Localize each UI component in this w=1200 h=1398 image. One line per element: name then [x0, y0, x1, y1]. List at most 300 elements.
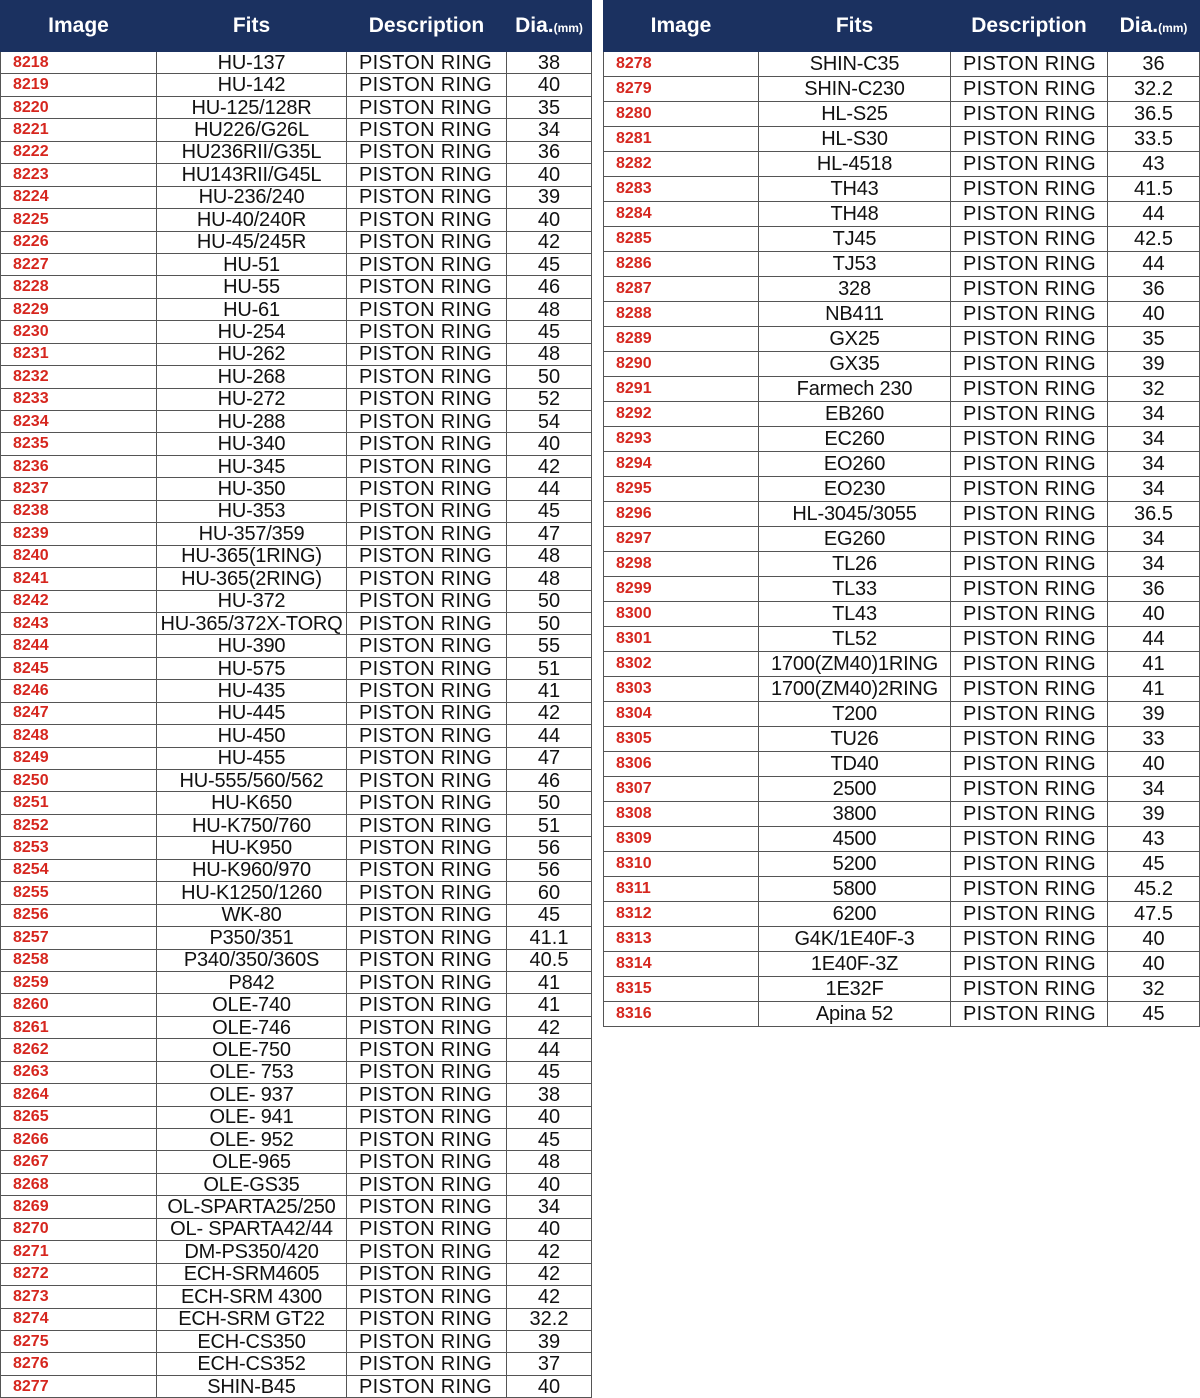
- description: PISTON RING: [347, 52, 507, 74]
- part-code: 8304: [604, 702, 759, 727]
- description: PISTON RING: [347, 680, 507, 702]
- table-row: [1, 276, 592, 298]
- fits-model: GX35: [759, 352, 951, 377]
- part-code: 8274: [1, 1308, 157, 1330]
- table-row: [1, 455, 592, 477]
- diameter: 38: [507, 52, 592, 74]
- part-code: 8286: [604, 252, 759, 277]
- description: PISTON RING: [951, 102, 1108, 127]
- diameter: 42.5: [1108, 227, 1200, 252]
- header-image: Image: [604, 1, 759, 52]
- fits-model: HU-390: [157, 635, 347, 657]
- part-code: 8295: [604, 477, 759, 502]
- diameter: 32.2: [1108, 77, 1200, 102]
- fits-model: OLE- 753: [157, 1061, 347, 1083]
- table-row: [1, 590, 592, 612]
- part-code: 8306: [604, 752, 759, 777]
- part-code: 8246: [1, 680, 157, 702]
- part-code: 8293: [604, 427, 759, 452]
- description: PISTON RING: [347, 612, 507, 634]
- fits-model: HU-262: [157, 343, 347, 365]
- diameter: 48: [507, 343, 592, 365]
- table-row: [604, 152, 1200, 177]
- table-row: [604, 252, 1200, 277]
- fits-model: EO230: [759, 477, 951, 502]
- table-row: [604, 652, 1200, 677]
- part-code: 8245: [1, 657, 157, 679]
- description: PISTON RING: [951, 402, 1108, 427]
- fits-model: P340/350/360S: [157, 949, 347, 971]
- description: PISTON RING: [951, 527, 1108, 552]
- part-code: 8238: [1, 500, 157, 522]
- diameter: 35: [507, 96, 592, 118]
- description: PISTON RING: [347, 455, 507, 477]
- part-code: 8223: [1, 164, 157, 186]
- fits-model: ECH-SRM GT22: [157, 1308, 347, 1330]
- table-row: [1, 680, 592, 702]
- table-row: [604, 952, 1200, 977]
- diameter: 44: [507, 478, 592, 500]
- diameter: 44: [1108, 252, 1200, 277]
- description: PISTON RING: [347, 1129, 507, 1151]
- diameter: 42: [507, 1241, 592, 1263]
- fits-model: HL-4518: [759, 152, 951, 177]
- diameter: 46: [507, 770, 592, 792]
- table-row: [604, 177, 1200, 202]
- fits-model: G4K/1E40F-3: [759, 927, 951, 952]
- diameter: 42: [507, 1016, 592, 1038]
- table-row: [1, 433, 592, 455]
- table-row: [1, 119, 592, 141]
- diameter: 45: [1108, 1002, 1200, 1027]
- fits-model: HU-340: [157, 433, 347, 455]
- table-row: [1, 635, 592, 657]
- diameter: 52: [507, 388, 592, 410]
- table-row: [604, 327, 1200, 352]
- diameter: 40: [1108, 602, 1200, 627]
- diameter: 45: [507, 1129, 592, 1151]
- diameter: 41: [1108, 677, 1200, 702]
- diameter: 34: [1108, 477, 1200, 502]
- fits-model: HL-3045/3055: [759, 502, 951, 527]
- diameter: 32.2: [507, 1308, 592, 1330]
- table-row: [1, 702, 592, 724]
- fits-model: HU-365(2RING): [157, 568, 347, 590]
- part-code: 8281: [604, 127, 759, 152]
- fits-model: HU-55: [157, 276, 347, 298]
- part-code: 8264: [1, 1084, 157, 1106]
- diameter: 32: [1108, 977, 1200, 1002]
- part-code: 8269: [1, 1196, 157, 1218]
- table-row: [604, 552, 1200, 577]
- part-code: 8298: [604, 552, 759, 577]
- table-row: [604, 302, 1200, 327]
- part-code: 8252: [1, 814, 157, 836]
- description: PISTON RING: [347, 971, 507, 993]
- diameter: 33.5: [1108, 127, 1200, 152]
- diameter: 40: [1108, 927, 1200, 952]
- table-header-row: [604, 1, 1200, 52]
- table-row: [1, 927, 592, 949]
- diameter: 40: [507, 1106, 592, 1128]
- table-row: [604, 902, 1200, 927]
- table-row: [1, 837, 592, 859]
- part-code: 8235: [1, 433, 157, 455]
- diameter: 47: [507, 523, 592, 545]
- description: PISTON RING: [347, 321, 507, 343]
- description: PISTON RING: [347, 1353, 507, 1375]
- part-code: 8285: [604, 227, 759, 252]
- part-code: 8289: [604, 327, 759, 352]
- description: PISTON RING: [951, 752, 1108, 777]
- description: PISTON RING: [347, 209, 507, 231]
- description: PISTON RING: [347, 1196, 507, 1218]
- diameter: 36: [1108, 577, 1200, 602]
- description: PISTON RING: [347, 927, 507, 949]
- part-code: 8241: [1, 568, 157, 590]
- diameter: 42: [507, 231, 592, 253]
- table-row: [604, 477, 1200, 502]
- fits-model: ECH-SRM4605: [157, 1263, 347, 1285]
- fits-model: ECH-CS350: [157, 1330, 347, 1352]
- fits-model: HU-K960/970: [157, 859, 347, 881]
- table-row: [604, 602, 1200, 627]
- part-code: 8283: [604, 177, 759, 202]
- header-dia-unit: (mm): [553, 21, 583, 35]
- description: PISTON RING: [951, 227, 1108, 252]
- diameter: 39: [507, 1330, 592, 1352]
- diameter: 40: [1108, 952, 1200, 977]
- description: PISTON RING: [347, 590, 507, 612]
- description: PISTON RING: [347, 253, 507, 275]
- diameter: 36.5: [1108, 502, 1200, 527]
- description: PISTON RING: [347, 366, 507, 388]
- description: PISTON RING: [951, 502, 1108, 527]
- fits-model: HU-K750/760: [157, 814, 347, 836]
- description: PISTON RING: [347, 298, 507, 320]
- part-code: 8229: [1, 298, 157, 320]
- table-row: [1, 343, 592, 365]
- table-row: [1, 994, 592, 1016]
- table-row: [1, 231, 592, 253]
- description: PISTON RING: [951, 427, 1108, 452]
- fits-model: 5800: [759, 877, 951, 902]
- description: PISTON RING: [951, 252, 1108, 277]
- description: PISTON RING: [951, 127, 1108, 152]
- description: PISTON RING: [951, 777, 1108, 802]
- description: PISTON RING: [347, 1241, 507, 1263]
- description: PISTON RING: [347, 96, 507, 118]
- table-row: [604, 852, 1200, 877]
- description: PISTON RING: [347, 119, 507, 141]
- fits-model: 5200: [759, 852, 951, 877]
- description: PISTON RING: [951, 977, 1108, 1002]
- description: PISTON RING: [951, 377, 1108, 402]
- table-row: [1, 1196, 592, 1218]
- table-row: [1, 770, 592, 792]
- part-code: 8314: [604, 952, 759, 977]
- part-code: 8233: [1, 388, 157, 410]
- table-row: [604, 77, 1200, 102]
- part-code: 8258: [1, 949, 157, 971]
- diameter: 39: [1108, 702, 1200, 727]
- table-row: [1, 523, 592, 545]
- header-dia-unit: (mm): [1158, 21, 1188, 35]
- fits-model: Apina 52: [759, 1002, 951, 1027]
- description: PISTON RING: [347, 1286, 507, 1308]
- part-code: 8305: [604, 727, 759, 752]
- diameter: 40: [507, 209, 592, 231]
- table-row: [604, 827, 1200, 852]
- diameter: 42: [507, 1286, 592, 1308]
- table-row: [1, 253, 592, 275]
- fits-model: EO260: [759, 452, 951, 477]
- table-row: [604, 402, 1200, 427]
- part-code: 8227: [1, 253, 157, 275]
- fits-model: Farmech 230: [759, 377, 951, 402]
- part-code: 8260: [1, 994, 157, 1016]
- diameter: 41.5: [1108, 177, 1200, 202]
- fits-model: 1700(ZM40)2RING: [759, 677, 951, 702]
- fits-model: HU236RII/G35L: [157, 141, 347, 163]
- part-code: 8220: [1, 96, 157, 118]
- fits-model: NB411: [759, 302, 951, 327]
- diameter: 40: [507, 164, 592, 186]
- part-code: 8291: [604, 377, 759, 402]
- fits-model: HU-137: [157, 52, 347, 74]
- description: PISTON RING: [347, 1061, 507, 1083]
- table-row: [1, 747, 592, 769]
- table-row: [1, 545, 592, 567]
- table-row: [1, 1061, 592, 1083]
- description: PISTON RING: [347, 74, 507, 96]
- table-row: [604, 352, 1200, 377]
- description: PISTON RING: [347, 545, 507, 567]
- description: PISTON RING: [347, 231, 507, 253]
- part-code: 8243: [1, 612, 157, 634]
- diameter: 40: [507, 1218, 592, 1240]
- table-row: [604, 452, 1200, 477]
- description: PISTON RING: [347, 1039, 507, 1061]
- description: PISTON RING: [347, 343, 507, 365]
- description: PISTON RING: [347, 433, 507, 455]
- table-row: [604, 727, 1200, 752]
- diameter: 45: [507, 500, 592, 522]
- diameter: 45: [1108, 852, 1200, 877]
- diameter: 41: [507, 994, 592, 1016]
- table-row: [604, 277, 1200, 302]
- description: PISTON RING: [347, 1151, 507, 1173]
- fits-model: EB260: [759, 402, 951, 427]
- fits-model: HU-236/240: [157, 186, 347, 208]
- fits-model: OL-SPARTA25/250: [157, 1196, 347, 1218]
- table-row: [1, 1330, 592, 1352]
- diameter: 45: [507, 321, 592, 343]
- table-row: [1, 1241, 592, 1263]
- diameter: 54: [507, 411, 592, 433]
- description: PISTON RING: [347, 792, 507, 814]
- table-row: [1, 859, 592, 881]
- fits-model: WK-80: [157, 904, 347, 926]
- diameter: 41.1: [507, 927, 592, 949]
- table-row: [1, 321, 592, 343]
- diameter: 33: [1108, 727, 1200, 752]
- part-code: 8315: [604, 977, 759, 1002]
- fits-model: TH43: [759, 177, 951, 202]
- fits-model: 328: [759, 277, 951, 302]
- fits-model: P350/351: [157, 927, 347, 949]
- part-code: 8240: [1, 545, 157, 567]
- description: PISTON RING: [347, 500, 507, 522]
- table-row: [1, 141, 592, 163]
- diameter: 45.2: [1108, 877, 1200, 902]
- part-code: 8244: [1, 635, 157, 657]
- description: PISTON RING: [347, 837, 507, 859]
- fits-model: ECH-SRM 4300: [157, 1286, 347, 1308]
- part-code: 8275: [1, 1330, 157, 1352]
- diameter: 32: [1108, 377, 1200, 402]
- fits-model: HU-268: [157, 366, 347, 388]
- fits-model: TU26: [759, 727, 951, 752]
- part-code: 8296: [604, 502, 759, 527]
- diameter: 40: [507, 433, 592, 455]
- diameter: 37: [507, 1353, 592, 1375]
- header-image: Image: [1, 1, 157, 52]
- diameter: 39: [1108, 802, 1200, 827]
- diameter: 41: [507, 971, 592, 993]
- fits-model: OLE-740: [157, 994, 347, 1016]
- fits-model: SHIN-C35: [759, 52, 951, 77]
- table-row: [1, 478, 592, 500]
- part-code: 8248: [1, 725, 157, 747]
- description: PISTON RING: [951, 677, 1108, 702]
- fits-model: HU-357/359: [157, 523, 347, 545]
- table-row: [604, 702, 1200, 727]
- part-code: 8263: [1, 1061, 157, 1083]
- table-row: [604, 677, 1200, 702]
- diameter: 50: [507, 366, 592, 388]
- diameter: 60: [507, 882, 592, 904]
- fits-model: DM-PS350/420: [157, 1241, 347, 1263]
- table-row: [1, 500, 592, 522]
- diameter: 48: [507, 298, 592, 320]
- table-row: [1, 1173, 592, 1195]
- part-code: 8251: [1, 792, 157, 814]
- description: PISTON RING: [347, 1016, 507, 1038]
- fits-model: HU-51: [157, 253, 347, 275]
- description: PISTON RING: [347, 770, 507, 792]
- description: PISTON RING: [347, 186, 507, 208]
- table-row: [1, 1129, 592, 1151]
- part-code: 8219: [1, 74, 157, 96]
- description: PISTON RING: [951, 202, 1108, 227]
- fits-model: 3800: [759, 802, 951, 827]
- header-description: Description: [951, 1, 1108, 52]
- part-code: 8313: [604, 927, 759, 952]
- part-code: 8218: [1, 52, 157, 74]
- diameter: 34: [1108, 452, 1200, 477]
- table-row: [1, 1151, 592, 1173]
- fits-model: HU-254: [157, 321, 347, 343]
- fits-model: SHIN-B45: [157, 1375, 347, 1397]
- diameter: 35: [1108, 327, 1200, 352]
- diameter: 56: [507, 859, 592, 881]
- diameter: 50: [507, 590, 592, 612]
- fits-model: OLE-746: [157, 1016, 347, 1038]
- table-row: [604, 377, 1200, 402]
- diameter: 36: [507, 141, 592, 163]
- part-code: 8232: [1, 366, 157, 388]
- diameter: 45: [507, 253, 592, 275]
- fits-model: OLE- 941: [157, 1106, 347, 1128]
- diameter: 47: [507, 747, 592, 769]
- fits-model: OLE-GS35: [157, 1173, 347, 1195]
- fits-model: HL-S25: [759, 102, 951, 127]
- fits-model: HU-K950: [157, 837, 347, 859]
- part-code: 8255: [1, 882, 157, 904]
- diameter: 44: [1108, 202, 1200, 227]
- description: PISTON RING: [347, 1330, 507, 1352]
- description: PISTON RING: [347, 1106, 507, 1128]
- table-row: [604, 802, 1200, 827]
- part-code: 8268: [1, 1173, 157, 1195]
- fits-model: TD40: [759, 752, 951, 777]
- description: PISTON RING: [951, 552, 1108, 577]
- diameter: 39: [507, 186, 592, 208]
- diameter: 36: [1108, 52, 1200, 77]
- description: PISTON RING: [951, 452, 1108, 477]
- description: PISTON RING: [347, 814, 507, 836]
- part-code: 8271: [1, 1241, 157, 1263]
- fits-model: HU-350: [157, 478, 347, 500]
- fits-model: HU-K1250/1260: [157, 882, 347, 904]
- part-code: 8272: [1, 1263, 157, 1285]
- table-row: [604, 202, 1200, 227]
- part-code: 8261: [1, 1016, 157, 1038]
- diameter: 42: [507, 455, 592, 477]
- part-code: 8290: [604, 352, 759, 377]
- table-row: [604, 427, 1200, 452]
- table-row: [1, 971, 592, 993]
- diameter: 40.5: [507, 949, 592, 971]
- description: PISTON RING: [347, 1218, 507, 1240]
- description: PISTON RING: [951, 802, 1108, 827]
- table-row: [1, 949, 592, 971]
- description: PISTON RING: [951, 327, 1108, 352]
- fits-model: P842: [157, 971, 347, 993]
- diameter: 51: [507, 657, 592, 679]
- part-code: 8284: [604, 202, 759, 227]
- part-code: 8302: [604, 652, 759, 677]
- header-dia: [507, 1, 592, 52]
- diameter: 40: [1108, 302, 1200, 327]
- description: PISTON RING: [347, 657, 507, 679]
- diameter: 44: [507, 725, 592, 747]
- diameter: 47.5: [1108, 902, 1200, 927]
- table-row: [1, 411, 592, 433]
- table-row: [604, 752, 1200, 777]
- part-code: 8237: [1, 478, 157, 500]
- part-code: 8276: [1, 1353, 157, 1375]
- parts-table-left: [0, 0, 592, 1398]
- description: PISTON RING: [951, 877, 1108, 902]
- fits-model: HU-365(1RING): [157, 545, 347, 567]
- description: PISTON RING: [951, 352, 1108, 377]
- diameter: 41: [1108, 652, 1200, 677]
- header-dia-label: Dia.: [1119, 14, 1159, 37]
- diameter: 38: [507, 1084, 592, 1106]
- diameter: 36.5: [1108, 102, 1200, 127]
